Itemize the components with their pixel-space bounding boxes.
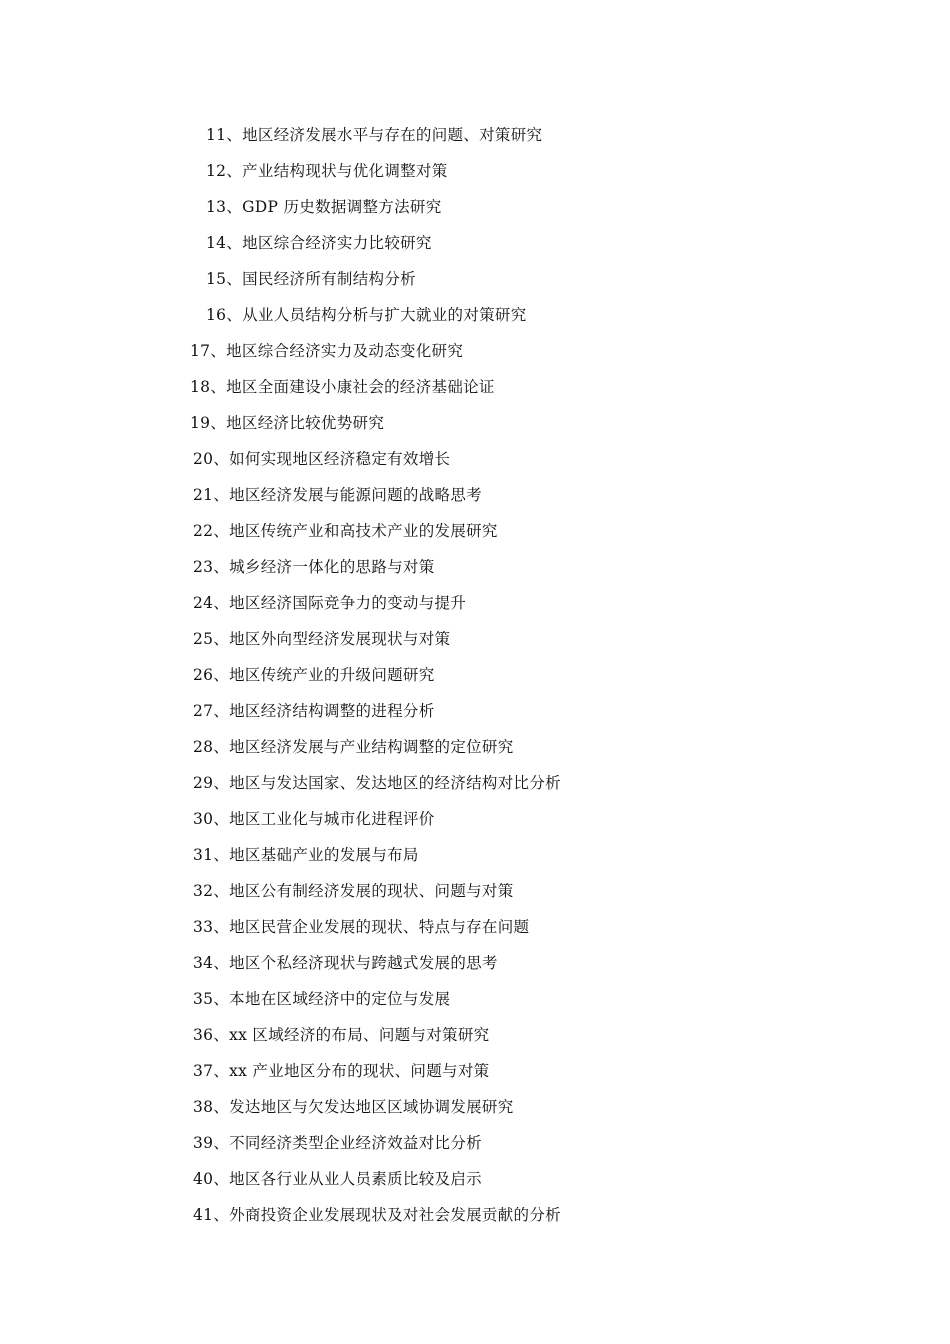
list-item: 16、从业人员结构分析与扩大就业的对策研究 (206, 306, 527, 324)
list-item: 39、不同经济类型企业经济效益对比分析 (193, 1134, 482, 1152)
list-item: 17、地区综合经济实力及动态变化研究 (190, 342, 464, 360)
list-item: 14、地区综合经济实力比较研究 (206, 234, 432, 252)
list-item: 22、地区传统产业和高技术产业的发展研究 (193, 522, 498, 540)
list-item: 32、地区公有制经济发展的现状、问题与对策 (193, 882, 514, 900)
list-item: 12、产业结构现状与优化调整对策 (206, 162, 448, 180)
list-item: 11、地区经济发展水平与存在的问题、对策研究 (206, 126, 543, 144)
list-item: 35、本地在区域经济中的定位与发展 (193, 990, 451, 1008)
list-item: 40、地区各行业从业人员素质比较及启示 (193, 1170, 482, 1188)
list-item: 18、地区全面建设小康社会的经济基础论证 (190, 378, 495, 396)
list-item: 31、地区基础产业的发展与布局 (193, 846, 419, 864)
list-item: 21、地区经济发展与能源问题的战略思考 (193, 486, 482, 504)
list-item: 28、地区经济发展与产业结构调整的定位研究 (193, 738, 514, 756)
list-item: 29、地区与发达国家、发达地区的经济结构对比分析 (193, 774, 561, 792)
list-item: 23、城乡经济一体化的思路与对策 (193, 558, 435, 576)
list-item: 25、地区外向型经济发展现状与对策 (193, 630, 451, 648)
list-item: 33、地区民营企业发展的现状、特点与存在问题 (193, 918, 530, 936)
list-item: 19、地区经济比较优势研究 (190, 414, 385, 432)
list-item: 36、xx 区域经济的布局、问题与对策研究 (193, 1026, 490, 1044)
list-item: 30、地区工业化与城市化进程评价 (193, 810, 435, 828)
list-item: 24、地区经济国际竞争力的变动与提升 (193, 594, 467, 612)
topic-list (0, 117, 950, 1233)
list-item: 34、地区个私经济现状与跨越式发展的思考 (193, 954, 498, 972)
list-item: 13、GDP 历史数据调整方法研究 (206, 198, 442, 216)
list-item: 26、地区传统产业的升级问题研究 (193, 666, 435, 684)
list-item: 15、国民经济所有制结构分析 (206, 270, 416, 288)
list-item: 37、xx 产业地区分布的现状、问题与对策 (193, 1062, 490, 1080)
list-item: 41、外商投资企业发展现状及对社会发展贡献的分析 (193, 1206, 561, 1224)
list-item: 27、地区经济结构调整的进程分析 (193, 702, 435, 720)
list-item: 20、如何实现地区经济稳定有效增长 (193, 450, 451, 468)
list-item: 38、发达地区与欠发达地区区域协调发展研究 (193, 1098, 514, 1116)
